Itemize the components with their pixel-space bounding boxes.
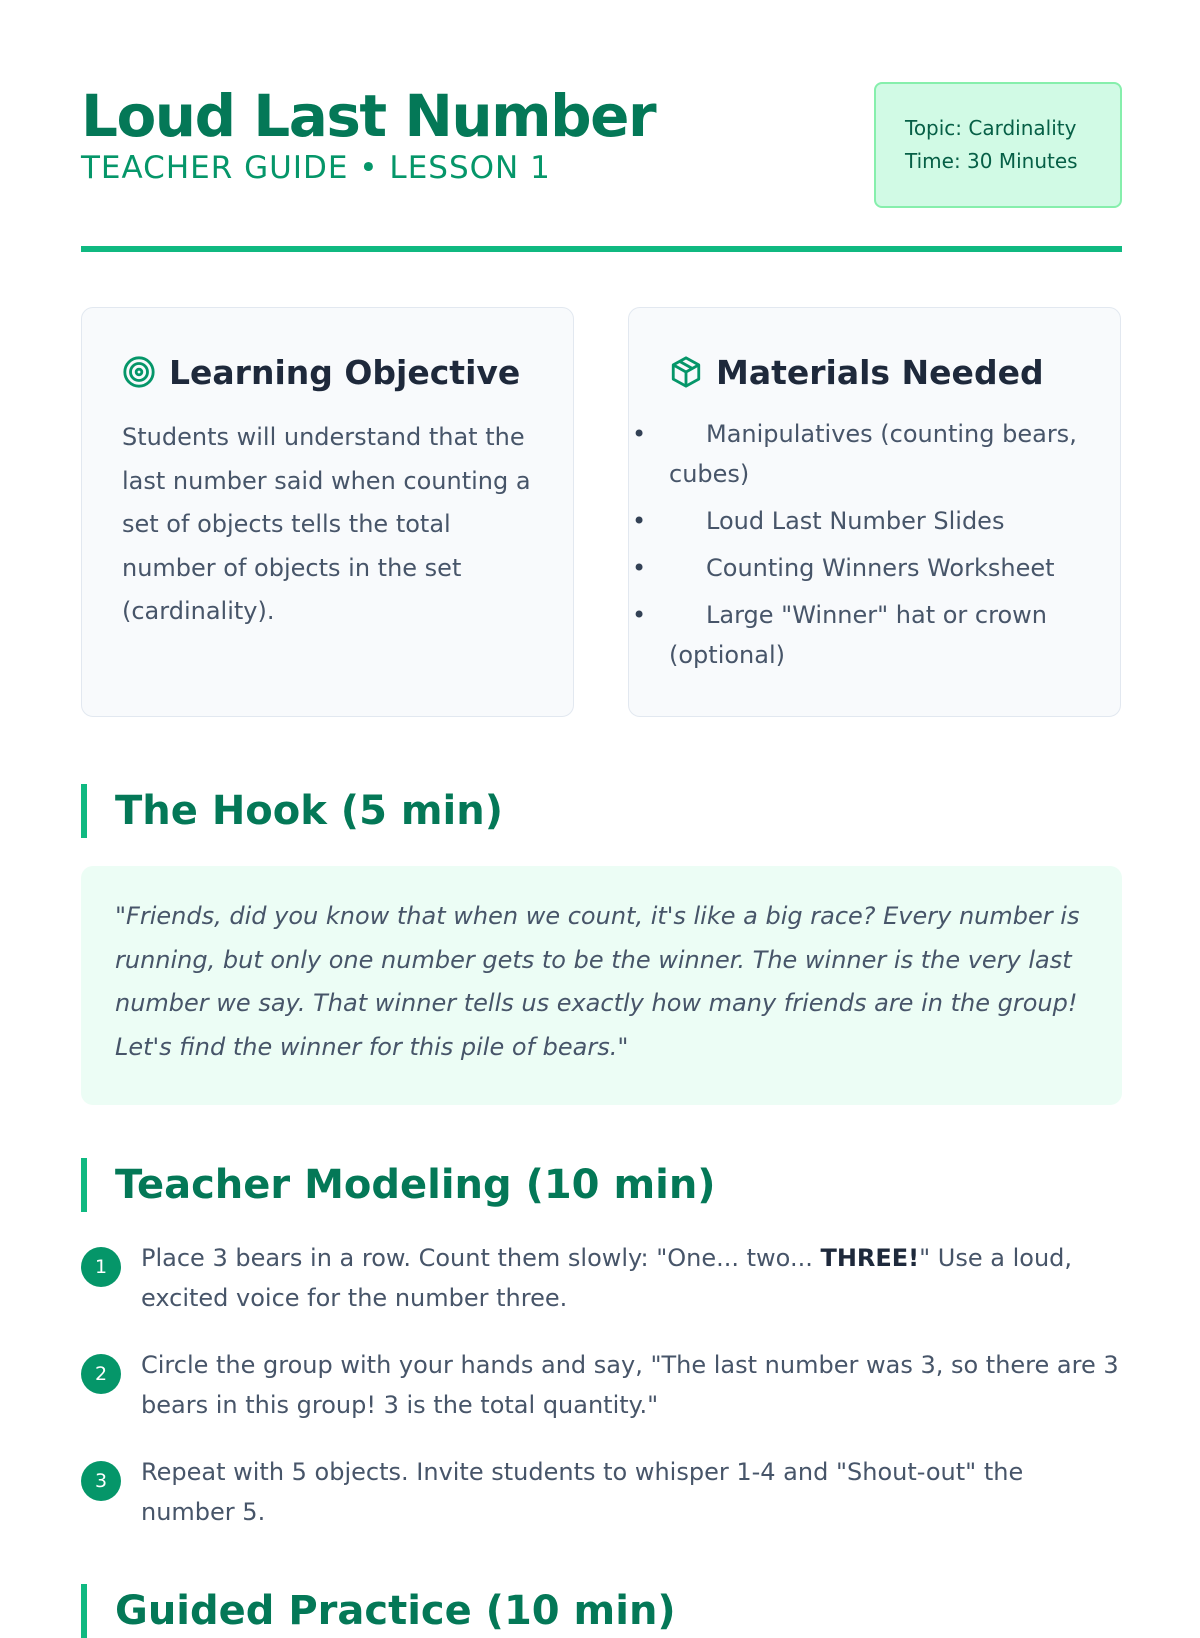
- modeling-step: [81, 1238, 1122, 1318]
- lesson-subtitle: TEACHER GUIDE • LESSON 1: [81, 150, 551, 186]
- hook-quote: "Friends, did you know that when we count, it's like a big race? Every number is running, but only one number gets to be the winner. The winner is the very last number we say. That winner tells us exactly how many friends are in the group! Let's find the winner for this pile of bears.": [81, 866, 1122, 1105]
- lesson-title: Loud Last Number: [81, 82, 656, 150]
- target-icon: [122, 355, 156, 389]
- learning-objective-text: Students will understand that the last number said when counting a set of objects tells the total number of objects in the set (cardinality).: [122, 423, 531, 625]
- materials-item: • Loud Last Number Slides: [669, 501, 1080, 541]
- topic-label: Topic: Cardinality: [905, 116, 1077, 140]
- learning-objective-header: [122, 352, 533, 392]
- step-text: Repeat with 5 objects. Invite students to whisper 1-4 and "Shout-out" the number 5.: [141, 1458, 1024, 1526]
- guided-practice-section-title: Guided Practice (10 min): [81, 1584, 676, 1638]
- materials-item: • Large "Winner" hat or crown (optional): [669, 595, 1080, 675]
- modeling-step: [81, 1345, 1122, 1425]
- learning-objective-title: Learning Objective: [169, 352, 521, 392]
- materials-item: • Manipulatives (counting bears, cubes): [669, 414, 1080, 494]
- topic-time-badge: [874, 82, 1122, 208]
- step-number: 3: [81, 1461, 121, 1501]
- step-text: Circle the group with your hands and say, "The last number was 3, so there are 3 bears in this group! 3 is the total quantity.": [141, 1351, 1119, 1419]
- step-number: 2: [81, 1354, 121, 1394]
- modeling-step: [81, 1452, 1122, 1532]
- step-number: 1: [81, 1247, 121, 1287]
- learning-objective-card: [81, 307, 574, 717]
- materials-header: [669, 352, 1080, 392]
- header: [81, 82, 1122, 212]
- materials-title: Materials Needed: [716, 352, 1044, 392]
- modeling-steps: [81, 1238, 1122, 1559]
- time-label: Time: 30 Minutes: [905, 149, 1078, 173]
- box-icon: [669, 355, 703, 389]
- materials-list: [669, 414, 1080, 675]
- modeling-section-title: Teacher Modeling (10 min): [81, 1158, 716, 1212]
- hook-section-title: The Hook (5 min): [81, 784, 503, 838]
- materials-item: • Counting Winners Worksheet: [669, 548, 1080, 588]
- step-emphasis: THREE!: [820, 1244, 920, 1272]
- step-text: " Use a loud, excited voice for the number three.: [141, 1244, 1073, 1312]
- header-divider: [81, 246, 1122, 252]
- materials-card: [628, 307, 1121, 717]
- step-text: Place 3 bears in a row. Count them slowly: "One... two...: [141, 1244, 821, 1272]
